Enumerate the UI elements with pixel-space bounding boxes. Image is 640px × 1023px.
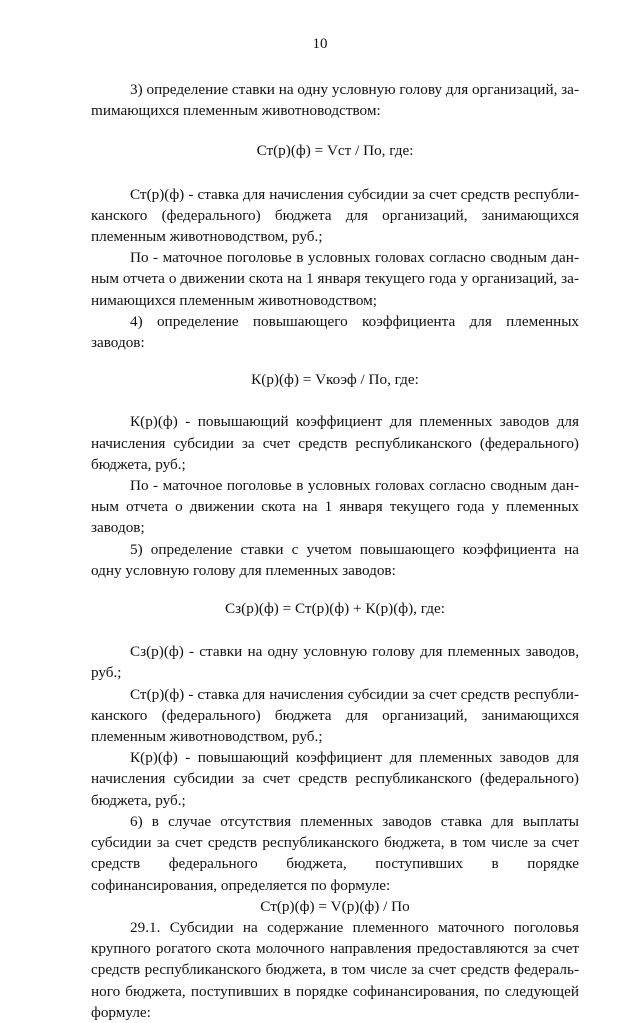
formula-rate-organizations: Ст(р)(ф) = Vст / По, где: (256, 142, 414, 160)
definition-livestock-organizations: По - маточное поголовье в условных головах согласно сводным данным отчета о движении скота на 1 января текущего года у организаций, занимающихся племенным животноводством; (91, 249, 579, 309)
page-number: 10 (312, 36, 328, 52)
definition-coefficient: К(р)(ф) - повышающий коэффициент для племенных заводов для начисления субсидии за счет средств республиканского (федерального) бюджета, руб.; (91, 413, 579, 473)
paragraph-item-3: 3) определение ставки на одну условную голову для организаций, заmимающихся племенным животноводством: (91, 81, 579, 120)
document-body (91, 79, 579, 1023)
formula-rate-no-breeding-plants: Ст(р)(ф) = V(р)(ф) / По (260, 897, 410, 915)
definition-livestock-breeding-plants: По - маточное поголовье в условных головах согласно сводным данным отчета о движении скота на 1 января текущего года у племенных заводов; (91, 477, 579, 537)
definition-rate-repeat: Ст(р)(ф) - ставка для начисления субсидии за счет средств республиканского (федерального) бюджета для организаций, занимающихся племенным животноводством, руб.; (91, 685, 579, 746)
paragraph-item-6: 6) в случае отсутствия племенных заводов ставка для выплаты субсидии за счет средств республиканского бюджета, в том числе за счет средств федерального бюджета, поступивших в порядке софинансирования, определяется по формуле: (91, 812, 579, 894)
paragraph-item-5: 5) определение ставки с учетом повышающего коэффициента на одну условную голову для племенных заводов: (91, 540, 579, 579)
paragraph-29-1: 29.1. Субсидии на содержание племенного маточного поголовья крупного рогатого скота молочного направления предоставляются за счет средств республиканского бюджета, в том числе за счет средств федерального бюджета, поступивших в порядке софинансирования, по следующей формуле: (91, 918, 579, 1021)
paragraph-item-4: 4) определение повышающего коэффициента для племенных заводов: (91, 312, 579, 352)
definition-coefficient-repeat: К(р)(ф) - повышающий коэффициент для племенных заводов для начисления субсидии за счет средств республиканского (федерального) бюджета, руб.; (91, 749, 579, 809)
formula-coefficient: К(р)(ф) = Vкоэф / По, где: (251, 371, 419, 389)
formula-rate-with-coefficient: Сз(р)(ф) = Ст(р)(ф) + К(р)(ф), где: (225, 600, 445, 618)
definition-rate-breeding-plants: Сз(р)(ф) - ставки на одну условную голову для племенных заводов, руб.; (91, 643, 579, 682)
definition-rate: Ст(р)(ф) - ставка для начисления субсидии за счет средств республиканского (федерального) бюджета для организаций, занимающихся племенным животноводством, руб.; (91, 185, 579, 246)
